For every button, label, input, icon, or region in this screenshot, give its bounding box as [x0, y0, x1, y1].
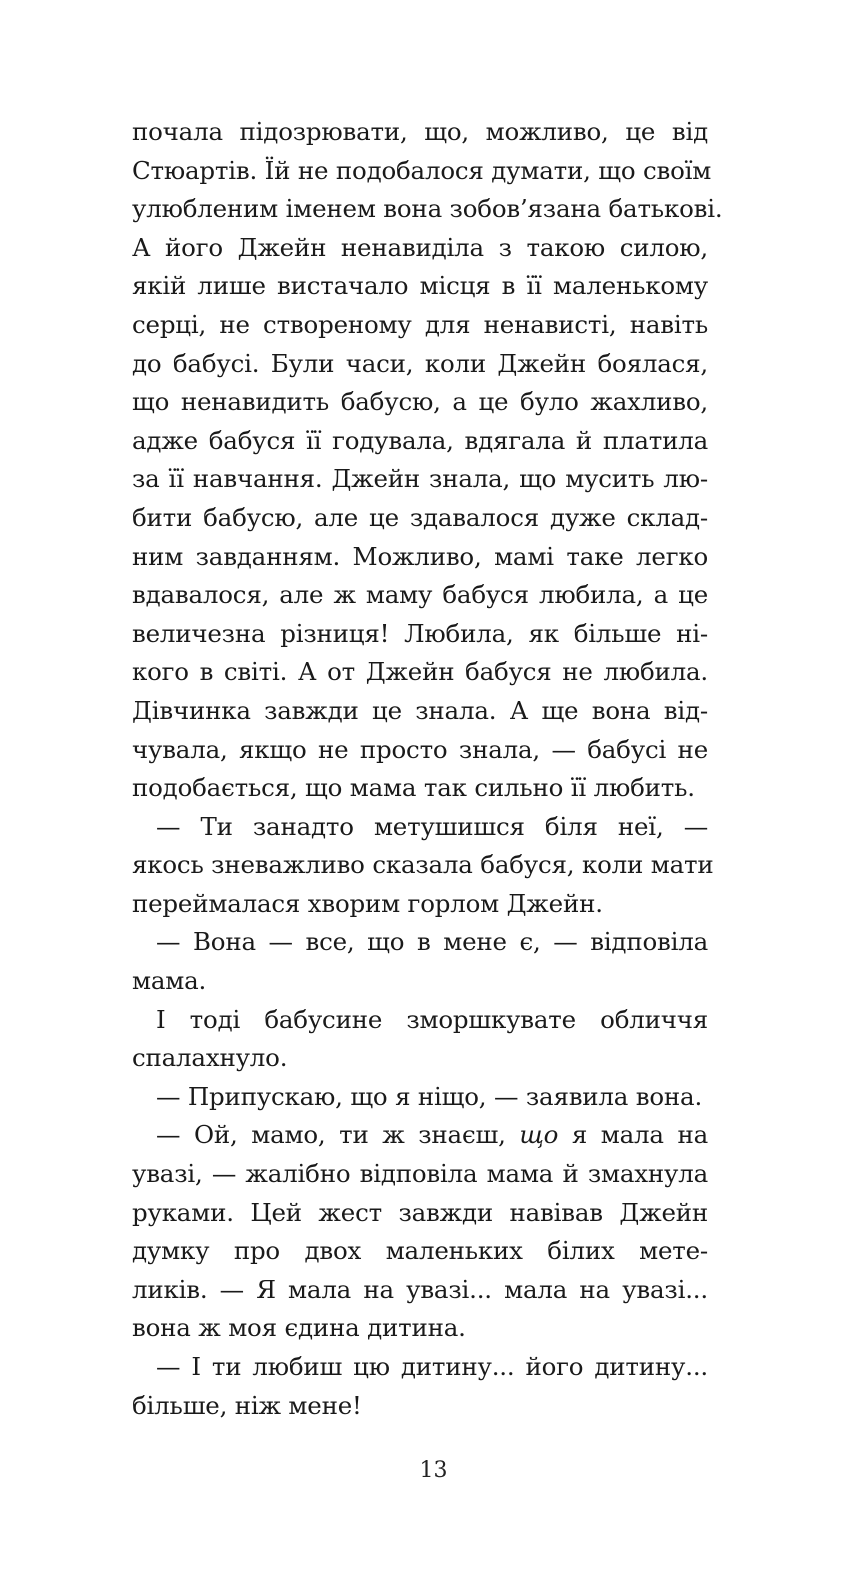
text-line: ним завданням. Можливо, мамі таке легко — [132, 541, 708, 571]
text-line: Дівчинка завжди це знала. А ще вона від- — [132, 695, 708, 725]
text-line: чувала, якщо не просто знала, — бабусі не — [132, 734, 708, 764]
text-line: руками. Цей жест завжди навівав Джейн — [132, 1197, 708, 1227]
dialogue-line: — Припускаю, що я ніщо, — заявила вона. — [156, 1081, 703, 1111]
italic-emphasis: що — [519, 1120, 559, 1150]
text-line: серці, не створеному для ненависті, навіть — [132, 309, 708, 339]
paragraph-start-line: І тоді бабусине зморшкувате обличчя — [156, 1004, 708, 1034]
text-line: увазі, — жалібно відповіла мама й змахнула — [132, 1159, 708, 1189]
text-line: Стюартів. Їй не подобалося думати, що своїм — [132, 155, 712, 185]
text-line: бити бабусю, але це здавалося дуже склад- — [132, 502, 708, 532]
text-line: улюбленим іменем вона зобов’язана батькові. — [132, 194, 723, 224]
text-line: переймалася хворим горлом Джейн. — [132, 888, 603, 918]
text-line: А його Джейн ненавиділа з такою силою, — [132, 232, 708, 262]
text-segment: я мала на — [558, 1120, 708, 1150]
text-segment: — Ой, мамо, ти ж знаєш, — [156, 1120, 520, 1150]
text-line: за її навчання. Джейн знала, що мусить лю- — [132, 464, 708, 494]
text-line: почала підозрювати, що, можливо, це від — [132, 117, 708, 146]
text-line: до бабусі. Були часи, коли Джейн боялася, — [132, 348, 708, 378]
text-line: адже бабуся її годувала, вдягала й платила — [132, 425, 708, 455]
text-line: думку про двох маленьких білих мете- — [132, 1236, 708, 1266]
text-line: що ненавидить бабусю, а це було жахливо, — [132, 387, 708, 417]
text-line: якось зневажливо сказала бабуся, коли мати — [132, 850, 714, 880]
text-line: кого в світі. А от Джейн бабуся не любила. — [132, 657, 708, 687]
text-line: якій лише вистачало місця в її маленькому — [132, 271, 708, 301]
text-line: спалахнуло. — [132, 1043, 288, 1073]
dialogue-line: — Вона — все, що в мене є, — відповіла — [156, 927, 708, 957]
text-line: ликів. — Я мала на увазі... мала на увазі... — [132, 1274, 708, 1304]
text-line: мама. — [132, 966, 207, 996]
page-number: 13 — [419, 1458, 448, 1483]
text-line: більше, ніж мене! — [132, 1390, 362, 1420]
text-line: подобається, що мама так сильно її любить. — [132, 773, 695, 803]
text-line: вона ж моя єдина дитина. — [132, 1313, 466, 1343]
dialogue-line: — І ти любиш цю дитину... його дитину... — [156, 1352, 708, 1381]
text-line: величезна різниця! Любила, як більше ні- — [132, 618, 708, 648]
body-text — [132, 113, 723, 1425]
dialogue-line: — Ти занадто метушишся біля неї, — — [156, 811, 708, 841]
text-line: вдавалося, але ж маму бабуся любила, а це — [132, 580, 708, 610]
dialogue-line — [132, 1116, 708, 1155]
